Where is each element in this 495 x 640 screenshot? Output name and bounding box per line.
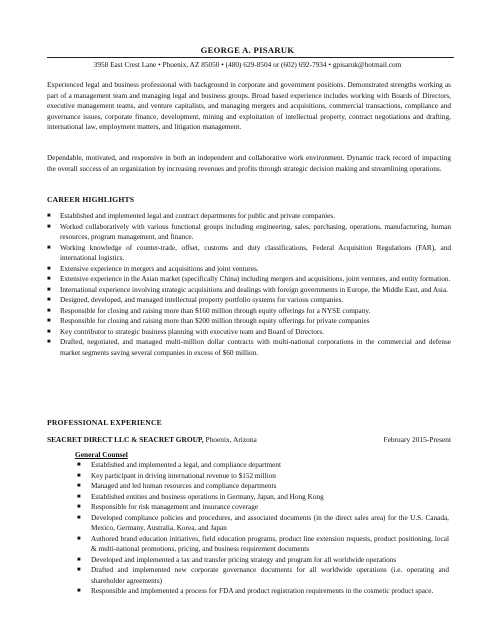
list-item: ■ Drafted and implemented new corporate governance documents for all worldwide operations (i.e. operating and shareholder agreements) bbox=[77, 566, 449, 585]
list-item: ■ Extensive experience in mergers and acquisitions and joint ventures. bbox=[47, 264, 259, 273]
list-item: ■ Key participant in driving international revenue to $152 million bbox=[77, 471, 276, 480]
list-item: ■ Managed and led human resources and compliance departments bbox=[77, 482, 277, 490]
list-item: ■ Developed compliance policies and procedures, and associated documents (in the direct sales area) for the U.S. Canada, Mexico, Germany, Australia, Korea, and Japan bbox=[77, 513, 449, 532]
list-item: ■ Drafted, negotiated, and managed multi-million dollar contracts with multi-national corporations in the commercial and defense market segments saving several companies in excess of $60 million. bbox=[47, 338, 451, 357]
bullet-icon: ■ bbox=[47, 297, 51, 303]
company-line bbox=[47, 435, 451, 444]
bullet-icon: ■ bbox=[77, 514, 81, 521]
bullet-icon: ■ bbox=[77, 462, 81, 468]
list-item: ■ Responsible for closing and raising more than $200 million through equity offerings for private companies bbox=[47, 317, 370, 325]
bullet-icon: ■ bbox=[47, 276, 51, 282]
bullet-icon: ■ bbox=[47, 213, 51, 219]
contact-line: 3958 East Crest Lane • Phoenix, AZ 85050 • (480) 629-8504 or (602) 692-7934 • gpisaruk@hotmail.com bbox=[93, 60, 402, 69]
bullet-icon: ■ bbox=[47, 244, 51, 251]
bullet-icon: ■ bbox=[77, 504, 81, 510]
company-location: Phoenix, Arizona bbox=[205, 435, 257, 444]
summary-paragraph-1: Experienced legal and business professional with background in corporate and government positions. Demonstrated strengths working as part of a management team and managing legal and business groups. Broad based experience includes working with Boards of Directors, executive management teams, and venture capitalists, and managing mergers and acquisitions, commercial transactions, compliance and governance issues, corporate finance, development, mining and exploitation of intellectual property, contract negotiations and drafting, international law, employment matters, and litigation management. bbox=[47, 81, 451, 132]
career-highlights-list bbox=[47, 211, 451, 358]
list-item: ■ Key contributor to strategic business planning with executive team and Board of Directors. bbox=[47, 327, 324, 336]
list-item: ■ Responsible for closing and raising more than $160 million through equity offerings for a NYSE company. bbox=[47, 306, 371, 315]
company-name: SEACRET DIRECT LLC & SEACRET GROUP, bbox=[47, 435, 204, 444]
list-item: ■ Extensive experience in the Asian market (specifically China) including mergers and acquisitions, joint ventures, and entity formation. bbox=[47, 275, 451, 283]
employment-dates: February 2015-Present bbox=[383, 435, 451, 444]
bullet-icon: ■ bbox=[77, 535, 81, 542]
bullet-icon: ■ bbox=[47, 318, 51, 324]
bullet-icon: ■ bbox=[47, 339, 51, 345]
list-item: ■ Developed and implemented a tax and transfer pricing strategy and program for all worldwide operations bbox=[77, 555, 397, 564]
list-item: ■ Responsible for risk management and insurance coverage bbox=[77, 503, 259, 511]
bullet-icon: ■ bbox=[77, 588, 81, 594]
candidate-name: GEORGE A. PISARUK bbox=[200, 45, 295, 55]
bullet-icon: ■ bbox=[77, 472, 81, 479]
list-item: ■ Established and implemented a legal, and compliance department bbox=[77, 461, 282, 469]
list-item: ■ Established entities and business operations in Germany, Japan, and Hong Kong bbox=[77, 492, 324, 501]
bullet-icon: ■ bbox=[47, 265, 51, 272]
bullet-icon: ■ bbox=[47, 223, 51, 230]
job-duties-list bbox=[77, 460, 449, 597]
career-highlights-heading: CAREER HIGHLIGHTS bbox=[47, 195, 135, 204]
job-title: General Counsel bbox=[75, 450, 128, 459]
bullet-icon: ■ bbox=[77, 493, 81, 500]
list-item: ■ Designed, developed, and managed intellectual property portfolio systems for various companies. bbox=[47, 296, 344, 304]
bullet-icon: ■ bbox=[47, 286, 51, 293]
list-item: ■ Authored brand education initiatives, field education programs, product line extension requests, product positioning, local & multi-national promotions, pricing, and business requirement documents bbox=[77, 534, 449, 553]
summary-paragraph-2: Dependable, motivated, and responsive in both an independent and collaborative work environment. Dynamic track record of impacting the overall success of an organization by increasing revenues and profits through strategic decision making and streamlining operations. bbox=[47, 154, 451, 173]
list-item: ■ Working knowledge of counter-trade, offset, customs and duty classifications, Federal Acquisition Regulations (FAR), and international logistics. bbox=[47, 243, 451, 262]
header-divider bbox=[47, 57, 454, 58]
list-item: ■ Worked collaboratively with various functional groups including engineering, sales, purchasing, operations, manufacturing, human resources, program management, and finance. bbox=[47, 222, 451, 241]
bullet-icon: ■ bbox=[77, 483, 81, 489]
list-item: ■ International experience involving strategic acquisitions and dealings with foreign governments in Europe, the Middle East, and Asia. bbox=[47, 285, 448, 294]
bullet-icon: ■ bbox=[77, 567, 81, 573]
list-item: ■ Responsible and implemented a process for FDA and product registration requirements in the cosmetic product space. bbox=[77, 587, 434, 595]
list-item: ■ Established and implemented legal and contract departments for public and private companies. bbox=[47, 212, 336, 220]
professional-experience-heading: PROFESSIONAL EXPERIENCE bbox=[47, 418, 162, 427]
bullet-icon: ■ bbox=[77, 556, 81, 563]
bullet-icon: ■ bbox=[47, 307, 51, 314]
bullet-icon: ■ bbox=[47, 328, 51, 335]
